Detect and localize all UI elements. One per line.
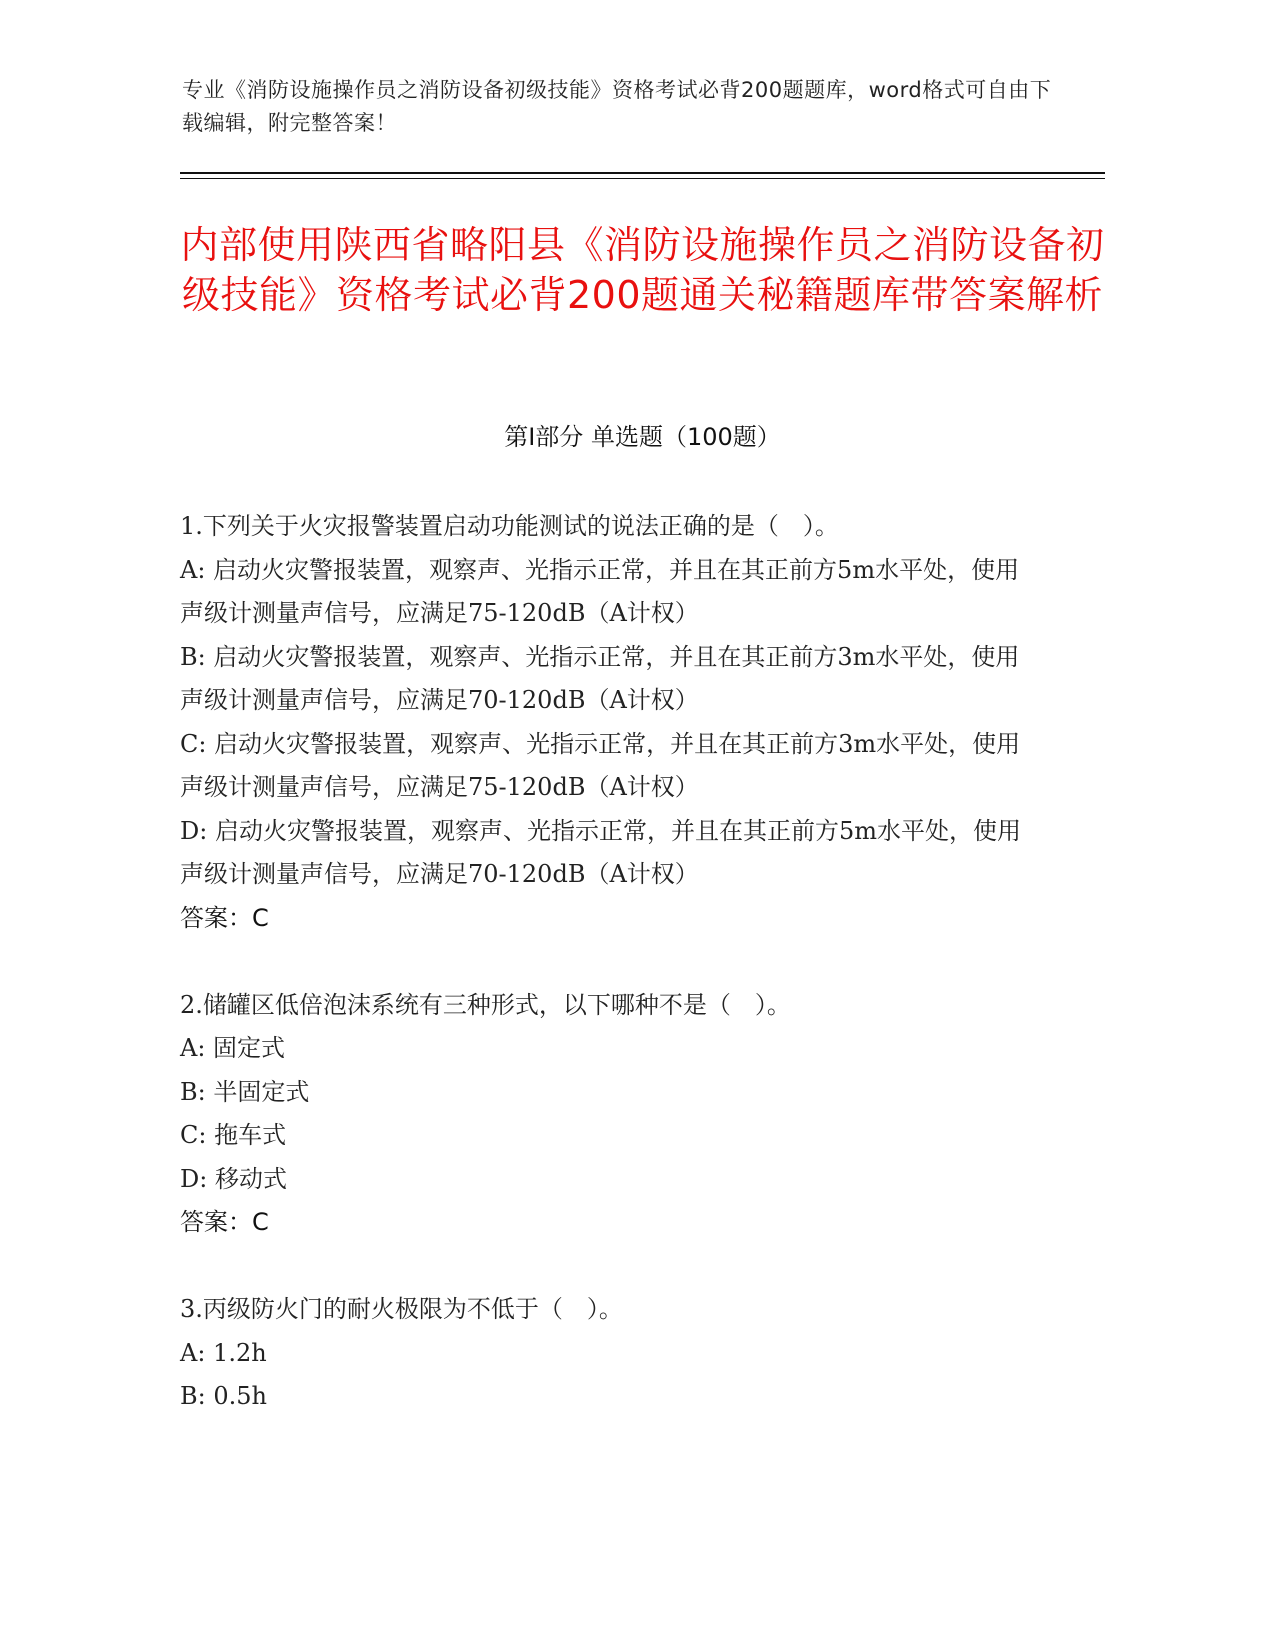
- question-1: [180, 505, 1040, 940]
- option-d: D: 启动火灾警报装置，观察声、光指示正常，并且在其正前方5m水平处，使用声级计测量声信号，应满足70-120dB（A计权）: [180, 816, 1021, 888]
- question-list: [180, 505, 1040, 1419]
- question-2: [180, 984, 1040, 1245]
- question-spacer: [180, 940, 1040, 984]
- question-3: [180, 1288, 1040, 1419]
- option-c: C: 启动火灾警报装置，观察声、光指示正常，并且在其正前方3m水平处，使用声级计测量声信号，应满足75-120dB（A计权）: [180, 729, 1021, 801]
- document-title: 内部使用陕西省略阳县《消防设施操作员之消防设备初级技能》资格考试必背200题通关秘籍题库带答案解析: [180, 223, 1105, 317]
- option-d: D: 移动式: [180, 1164, 287, 1193]
- option-b: B: 0.5h: [180, 1382, 267, 1410]
- header-note: 专业《消防设施操作员之消防设备初级技能》资格考试必背200题题库，word格式可自由下载编辑，附完整答案！: [182, 78, 1052, 135]
- option-a: A: 固定式: [180, 1034, 286, 1062]
- option-b: B: 半固定式: [180, 1077, 310, 1106]
- section-title: 第Ⅰ部分 单选题（100题）: [504, 423, 781, 451]
- question-stem: 3.丙级防火门的耐火极限为不低于（ ）。: [180, 1295, 623, 1323]
- question-stem: 2.储罐区低倍泡沫系统有三种形式，以下哪种不是（ ）。: [180, 990, 791, 1019]
- header-divider-thin: [180, 178, 1105, 179]
- option-a: A: 1.2h: [180, 1338, 267, 1367]
- option-c: C: 拖车式: [180, 1121, 287, 1149]
- question-spacer: [180, 1245, 1040, 1289]
- answer: 答案：C: [180, 903, 269, 932]
- header-divider-thick: [180, 172, 1105, 174]
- option-a: A: 启动火灾警报装置，观察声、光指示正常，并且在其正前方5m水平处，使用声级计测量声信号，应满足75-120dB（A计权）: [180, 555, 1020, 627]
- question-stem: 1.下列关于火灾报警装置启动功能测试的说法正确的是（ ）。: [180, 512, 839, 540]
- answer: 答案：C: [180, 1208, 269, 1236]
- option-b: B: 启动火灾警报装置，观察声、光指示正常，并且在其正前方3m水平处，使用声级计测量声信号，应满足70-120dB（A计权）: [180, 642, 1020, 714]
